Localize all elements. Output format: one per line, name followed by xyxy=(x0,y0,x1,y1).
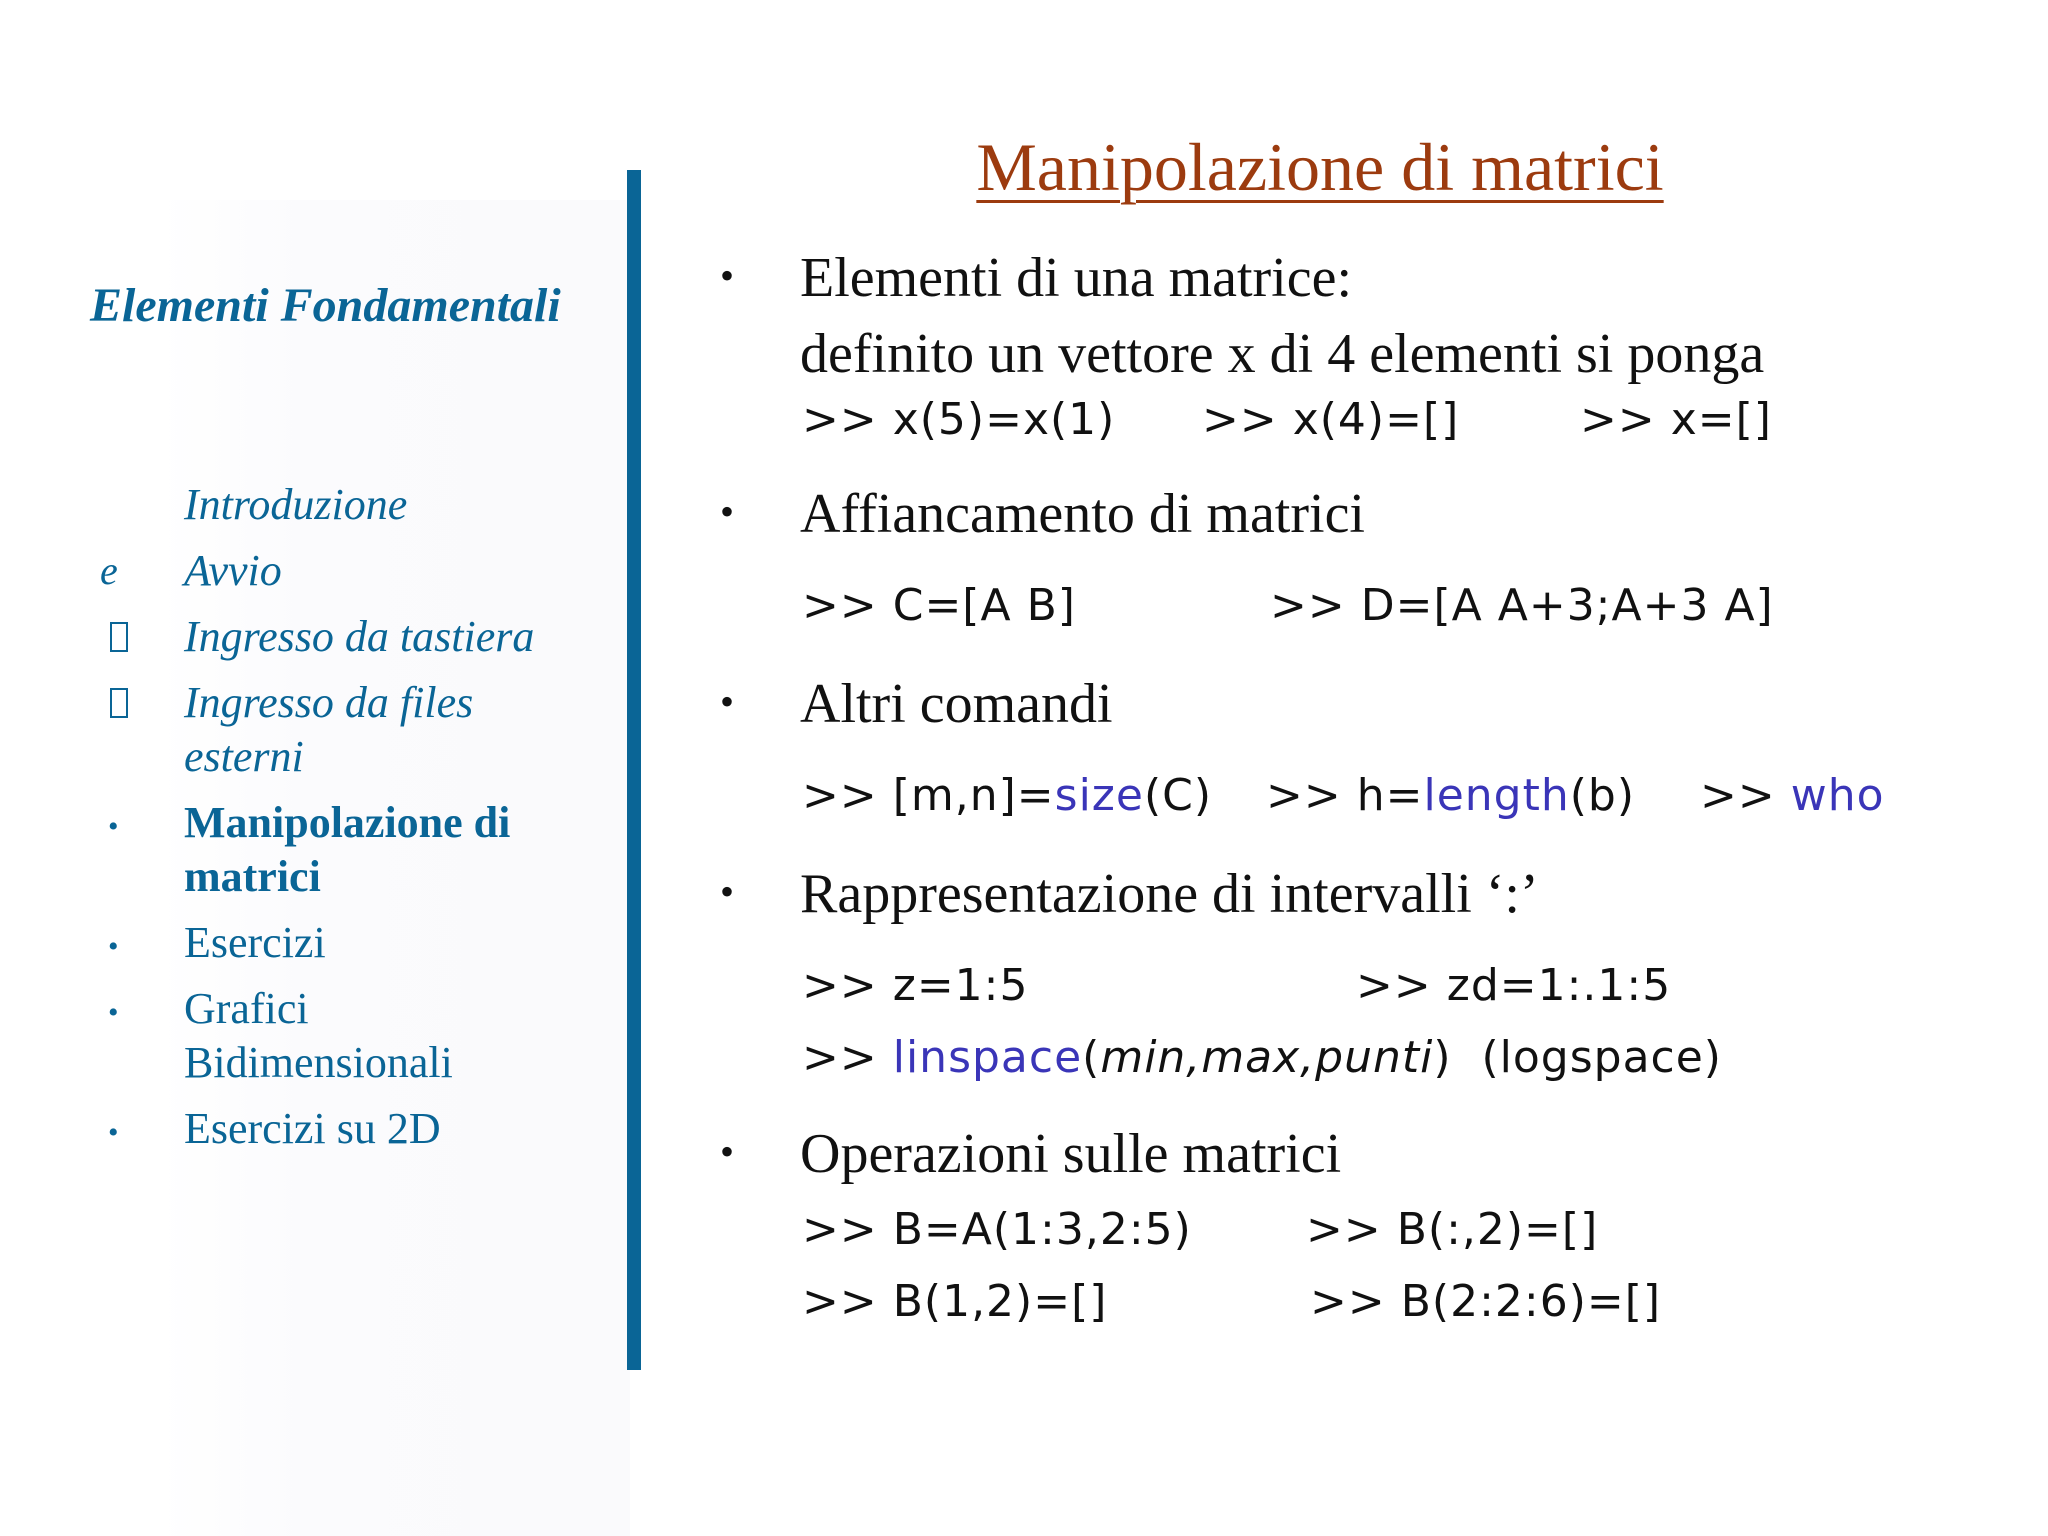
nav-item-label: Grafici Bidimensionali xyxy=(184,984,453,1087)
bullet-icon: • xyxy=(720,869,735,914)
box-bullet-icon xyxy=(100,610,150,666)
bullet-icon: • xyxy=(720,679,735,724)
bullet-icon: • xyxy=(720,253,735,298)
nav-item-label: Manipolazione di matrici xyxy=(184,798,511,901)
code-line: >> [m,n]=size(C) xyxy=(802,770,1213,821)
code-line: >> x(5)=x(1) xyxy=(802,394,1116,445)
code-line: >> z=1:5 xyxy=(802,960,1029,1011)
section-heading: Elementi di una matrice: xyxy=(800,247,1353,309)
bullet-icon: • xyxy=(720,1129,735,1174)
bullet-icon: • xyxy=(108,810,119,843)
code-line: >> B(1,2)=[] xyxy=(802,1276,1108,1327)
code-line: >> x(4)=[] xyxy=(1202,394,1460,445)
slide-title: Manipolazione di matrici xyxy=(976,129,1664,205)
code-line: >> x=[] xyxy=(1580,394,1772,445)
nav-item-label: Ingresso da files esterni xyxy=(184,678,474,781)
nav-item-label: Esercizi xyxy=(184,918,326,967)
code-line: >> B(2:2:6)=[] xyxy=(1310,1276,1662,1327)
nav-item-marker: e xyxy=(100,548,118,593)
code-line: >> linspace(min,max,punti) (logspace) xyxy=(802,1032,1722,1083)
code-line: >> B(:,2)=[] xyxy=(1306,1204,1599,1255)
nav-item-label: Ingresso da tastiera xyxy=(184,612,535,661)
section-subheading: definito un vettore x di 4 elementi si ponga xyxy=(800,323,1765,385)
bullet-icon: • xyxy=(108,996,119,1029)
nav-item-label: Esercizi su 2D xyxy=(184,1104,441,1153)
nav-item-label: Introduzione xyxy=(184,480,408,529)
section-heading: Operazioni sulle matrici xyxy=(800,1123,1342,1185)
code-line: >> C=[A B] xyxy=(802,580,1076,631)
code-line: >> D=[A A+3;A+3 A] xyxy=(1270,580,1774,631)
bullet-icon: • xyxy=(720,489,735,534)
code-line: >> h=length(b) xyxy=(1266,770,1635,821)
section-heading: Rappresentazione di intervalli ‘:’ xyxy=(800,863,1539,925)
section-heading: Altri comandi xyxy=(800,673,1113,735)
bullet-icon: • xyxy=(108,1116,119,1149)
box-bullet-icon xyxy=(100,676,150,732)
section-heading: Affiancamento di matrici xyxy=(800,483,1365,545)
code-line: >> who xyxy=(1700,770,1885,821)
code-line: >> B=A(1:3,2:5) xyxy=(802,1204,1192,1255)
vertical-divider xyxy=(627,170,641,1370)
code-line: >> zd=1:.1:5 xyxy=(1356,960,1672,1011)
nav-item-label: Avvio xyxy=(184,546,282,595)
sidebar-section-title: Elementi Fondamentali xyxy=(90,279,561,332)
bullet-icon: • xyxy=(108,930,119,963)
